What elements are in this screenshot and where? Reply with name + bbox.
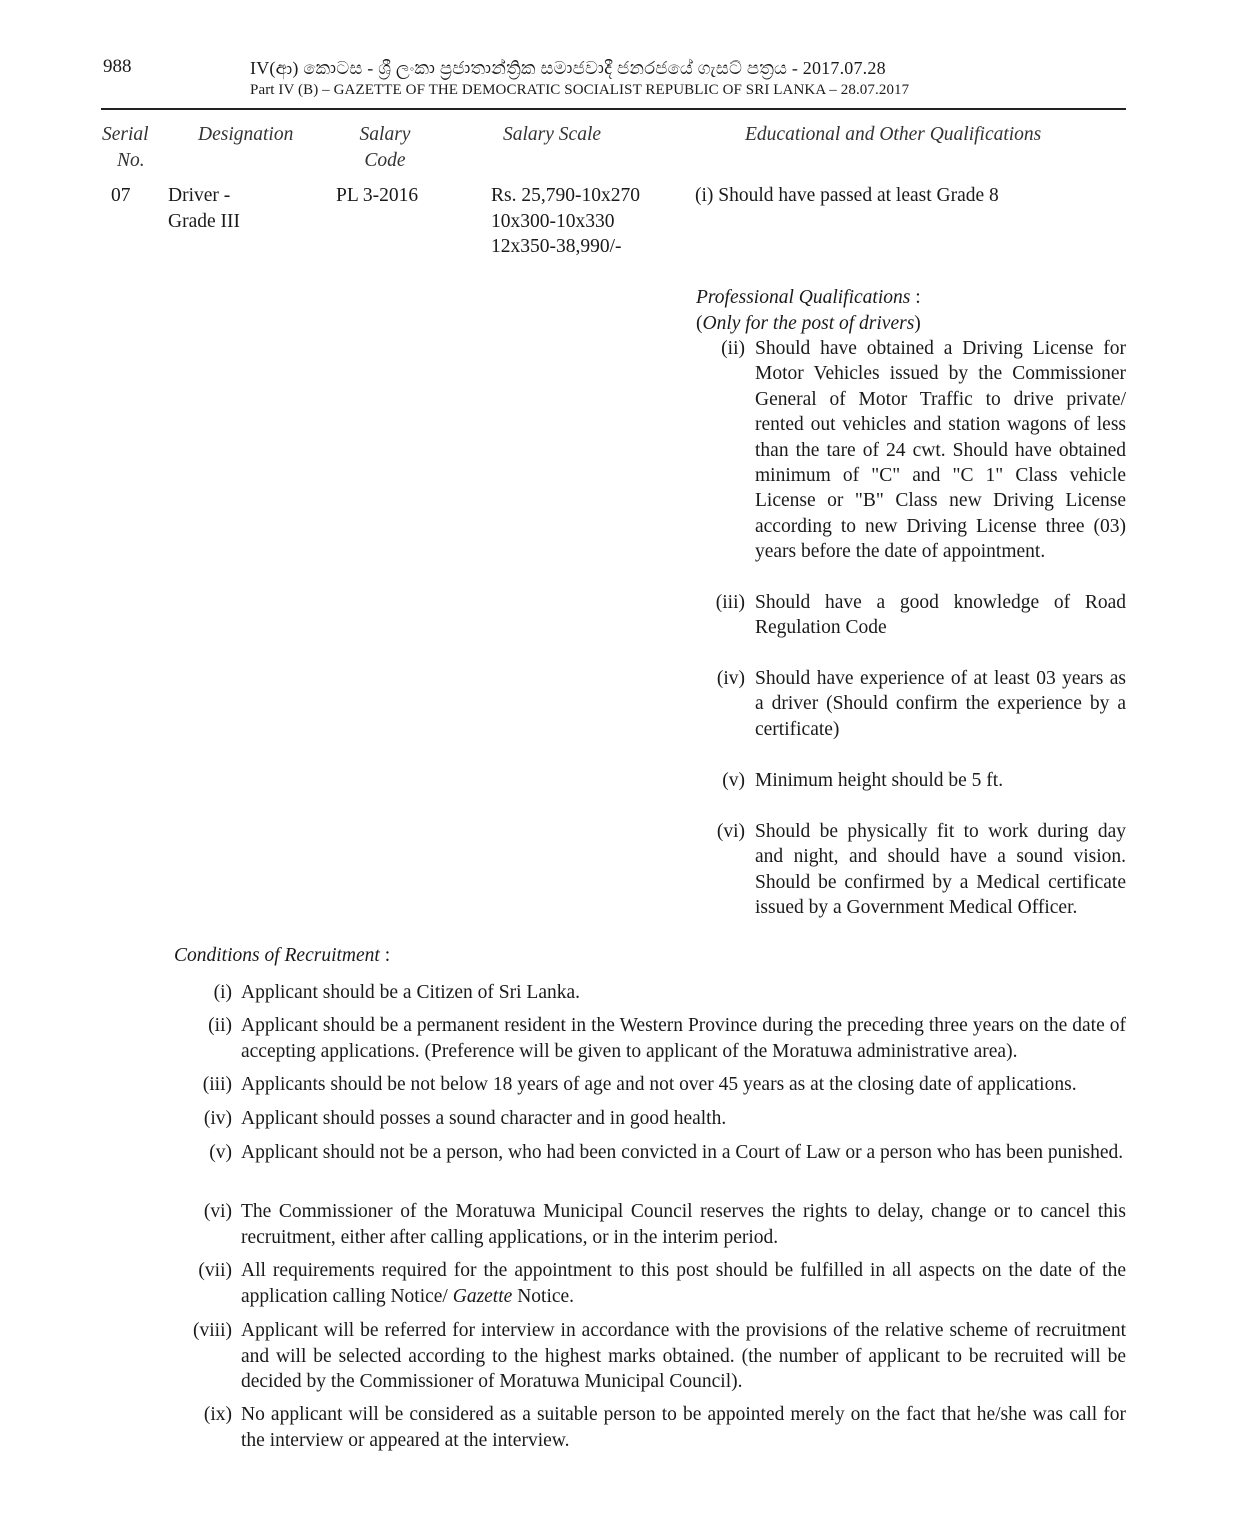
professional-note-close: ): [914, 312, 921, 334]
item-text: Should have obtained a Driving License for Motor Vehicles issued by the Commissioner General of Motor Traffic to drive private/ rented out vehicles and station wagons of less than the tare of 24 cwt. Should have obtained minimum of "C" and "C 1" Class vehicle License or "B" Class new Driving License according to new Driving License three (03) years before the date of appointment.: [755, 338, 1126, 563]
row-designation-line1: Driver -: [168, 185, 231, 206]
item-number: (iv): [716, 668, 745, 689]
condition-item-iii: [174, 1072, 1126, 1098]
item-number: (viii): [193, 1320, 232, 1341]
item-text: [241, 1258, 1126, 1309]
item-number: (ix): [203, 1404, 232, 1425]
professional-item-iv: [695, 666, 1126, 744]
item-text-after: Notice.: [512, 1285, 575, 1307]
item-number: (v): [209, 1142, 232, 1163]
col-header-salary-scale: Salary Scale: [503, 124, 602, 145]
item-number: (ii): [721, 338, 745, 359]
item-number: (iii): [715, 592, 745, 613]
item-text: Minimum height should be 5 ft.: [755, 770, 1004, 791]
header-sinhala-title: IV(ආ) කොටස - ශ්‍රී ලංකා ප්‍රජාතාන්ත්‍රික සමාජවාදී ජනරජයේ ගැසට් පත්‍රය - 2017.07.28: [250, 58, 886, 78]
item-number: (iii): [202, 1074, 232, 1095]
item-text: Applicant should not be a person, who had been convicted in a Court of Law or a person who has been punished.: [241, 1142, 1124, 1163]
condition-item-vi: [174, 1199, 1126, 1251]
item-number: (v): [722, 770, 745, 791]
item-text: Applicants should be not below 18 years of age and not over 45 years as at the closing date of applications.: [241, 1074, 1077, 1095]
professional-title: Professional Qualifications: [696, 287, 911, 308]
row-designation: [168, 183, 240, 234]
row-salary-scale-line3: 12x350-38,990/-: [491, 236, 622, 257]
professional-note-open: (: [696, 312, 703, 334]
row-salary-scale-line1: Rs. 25,790-10x270: [491, 185, 640, 206]
professional-item-v: [695, 768, 1126, 794]
col-header-serial-line2: No.: [117, 150, 145, 171]
header-english-title: Part IV (B) – GAZETTE OF THE DEMOCRATIC SOCIALIST REPUBLIC OF SRI LANKA – 28.07.2017: [250, 82, 910, 98]
row-salary-code: PL 3-2016: [336, 185, 419, 206]
row-salary-scale-line2: 10x300-10x330: [491, 210, 615, 232]
condition-item-v: [174, 1140, 1126, 1192]
conditions-heading: [174, 945, 390, 967]
conditions-title-suffix: :: [379, 945, 391, 966]
conditions-title: Conditions of Recruitment: [174, 945, 380, 966]
professional-title-suffix: :: [910, 287, 921, 308]
item-text: Should have a good knowledge of Road Regulation Code: [755, 592, 1126, 639]
row-serial: 07: [111, 185, 131, 206]
item-text: No applicant will be considered as a suitable person to be appointed merely on the fact that he/she was call for the interview or appeared at the interview.: [241, 1404, 1126, 1451]
item-text: Should have experience of at least 03 years as a driver (Should confirm the experience by a certificate): [755, 668, 1126, 740]
col-header-salary-code: [340, 122, 430, 174]
item-text: Applicant should be a Citizen of Sri Lanka.: [241, 982, 581, 1003]
professional-qualifications-heading: [696, 285, 921, 336]
col-header-salary-code-line2: Code: [364, 150, 406, 171]
condition-item-ix: [174, 1402, 1126, 1454]
col-header-serial-line1: Serial: [102, 124, 149, 145]
condition-item-vii: [174, 1258, 1126, 1310]
condition-item-i: [174, 980, 1126, 1006]
item-text: Applicant should be a permanent resident in the Western Province during the preceding three years on the date of accepting applications. (Preference will be given to applicant of the Moratuwa administrative area).: [241, 1015, 1126, 1062]
col-header-serial: [102, 122, 149, 174]
condition-item-iv: [174, 1106, 1126, 1132]
professional-item-ii: [695, 336, 1126, 566]
row-qualification-i: (i) Should have passed at least Grade 8: [695, 185, 999, 206]
item-number: (vi): [203, 1201, 232, 1222]
col-header-qualifications: Educational and Other Qualifications: [745, 124, 1042, 145]
item-number: (ii): [208, 1015, 232, 1036]
item-text-before: All requirements required for the appointment to this post should be fulfilled in all aspects on the date of the application calling Notice/: [241, 1260, 1126, 1307]
header-divider: [101, 108, 1126, 110]
item-number: (vi): [716, 821, 745, 842]
item-text: Applicant will be referred for interview in accordance with the provisions of the relative scheme of recruitment and will be selected according to the highest marks obtained. (the number of applicant to be recruited will be decided by the Commissioner of Moratuwa Municipal Council).: [241, 1320, 1126, 1392]
item-text: Applicant should posses a sound character and in good health.: [241, 1108, 727, 1129]
col-header-salary-code-line1: Salary: [359, 124, 411, 145]
item-text: The Commissioner of the Moratuwa Municipal Council reserves the rights to delay, change or to cancel this recruitment, either after calling applications, or in the interim period.: [241, 1201, 1126, 1248]
row-salary-scale: [491, 183, 640, 260]
item-text-gazette: Gazette: [452, 1285, 513, 1307]
professional-item-vi: [695, 819, 1126, 923]
row-designation-line2: Grade III: [168, 210, 240, 232]
item-text: Should be physically fit to work during day and night, and should have a sound vision. Should be confirmed by a Medical certificate issued by a Government Medical Officer.: [755, 821, 1126, 919]
condition-item-viii: [174, 1318, 1126, 1396]
professional-item-iii: [695, 590, 1126, 642]
item-number: (i): [213, 982, 232, 1003]
professional-note: Only for the post of drivers: [702, 312, 915, 334]
page-number: 988: [103, 56, 132, 77]
condition-item-ii: [174, 1013, 1126, 1065]
item-number: (iv): [203, 1108, 232, 1129]
item-number: (vii): [198, 1260, 232, 1281]
col-header-designation: Designation: [198, 124, 294, 145]
